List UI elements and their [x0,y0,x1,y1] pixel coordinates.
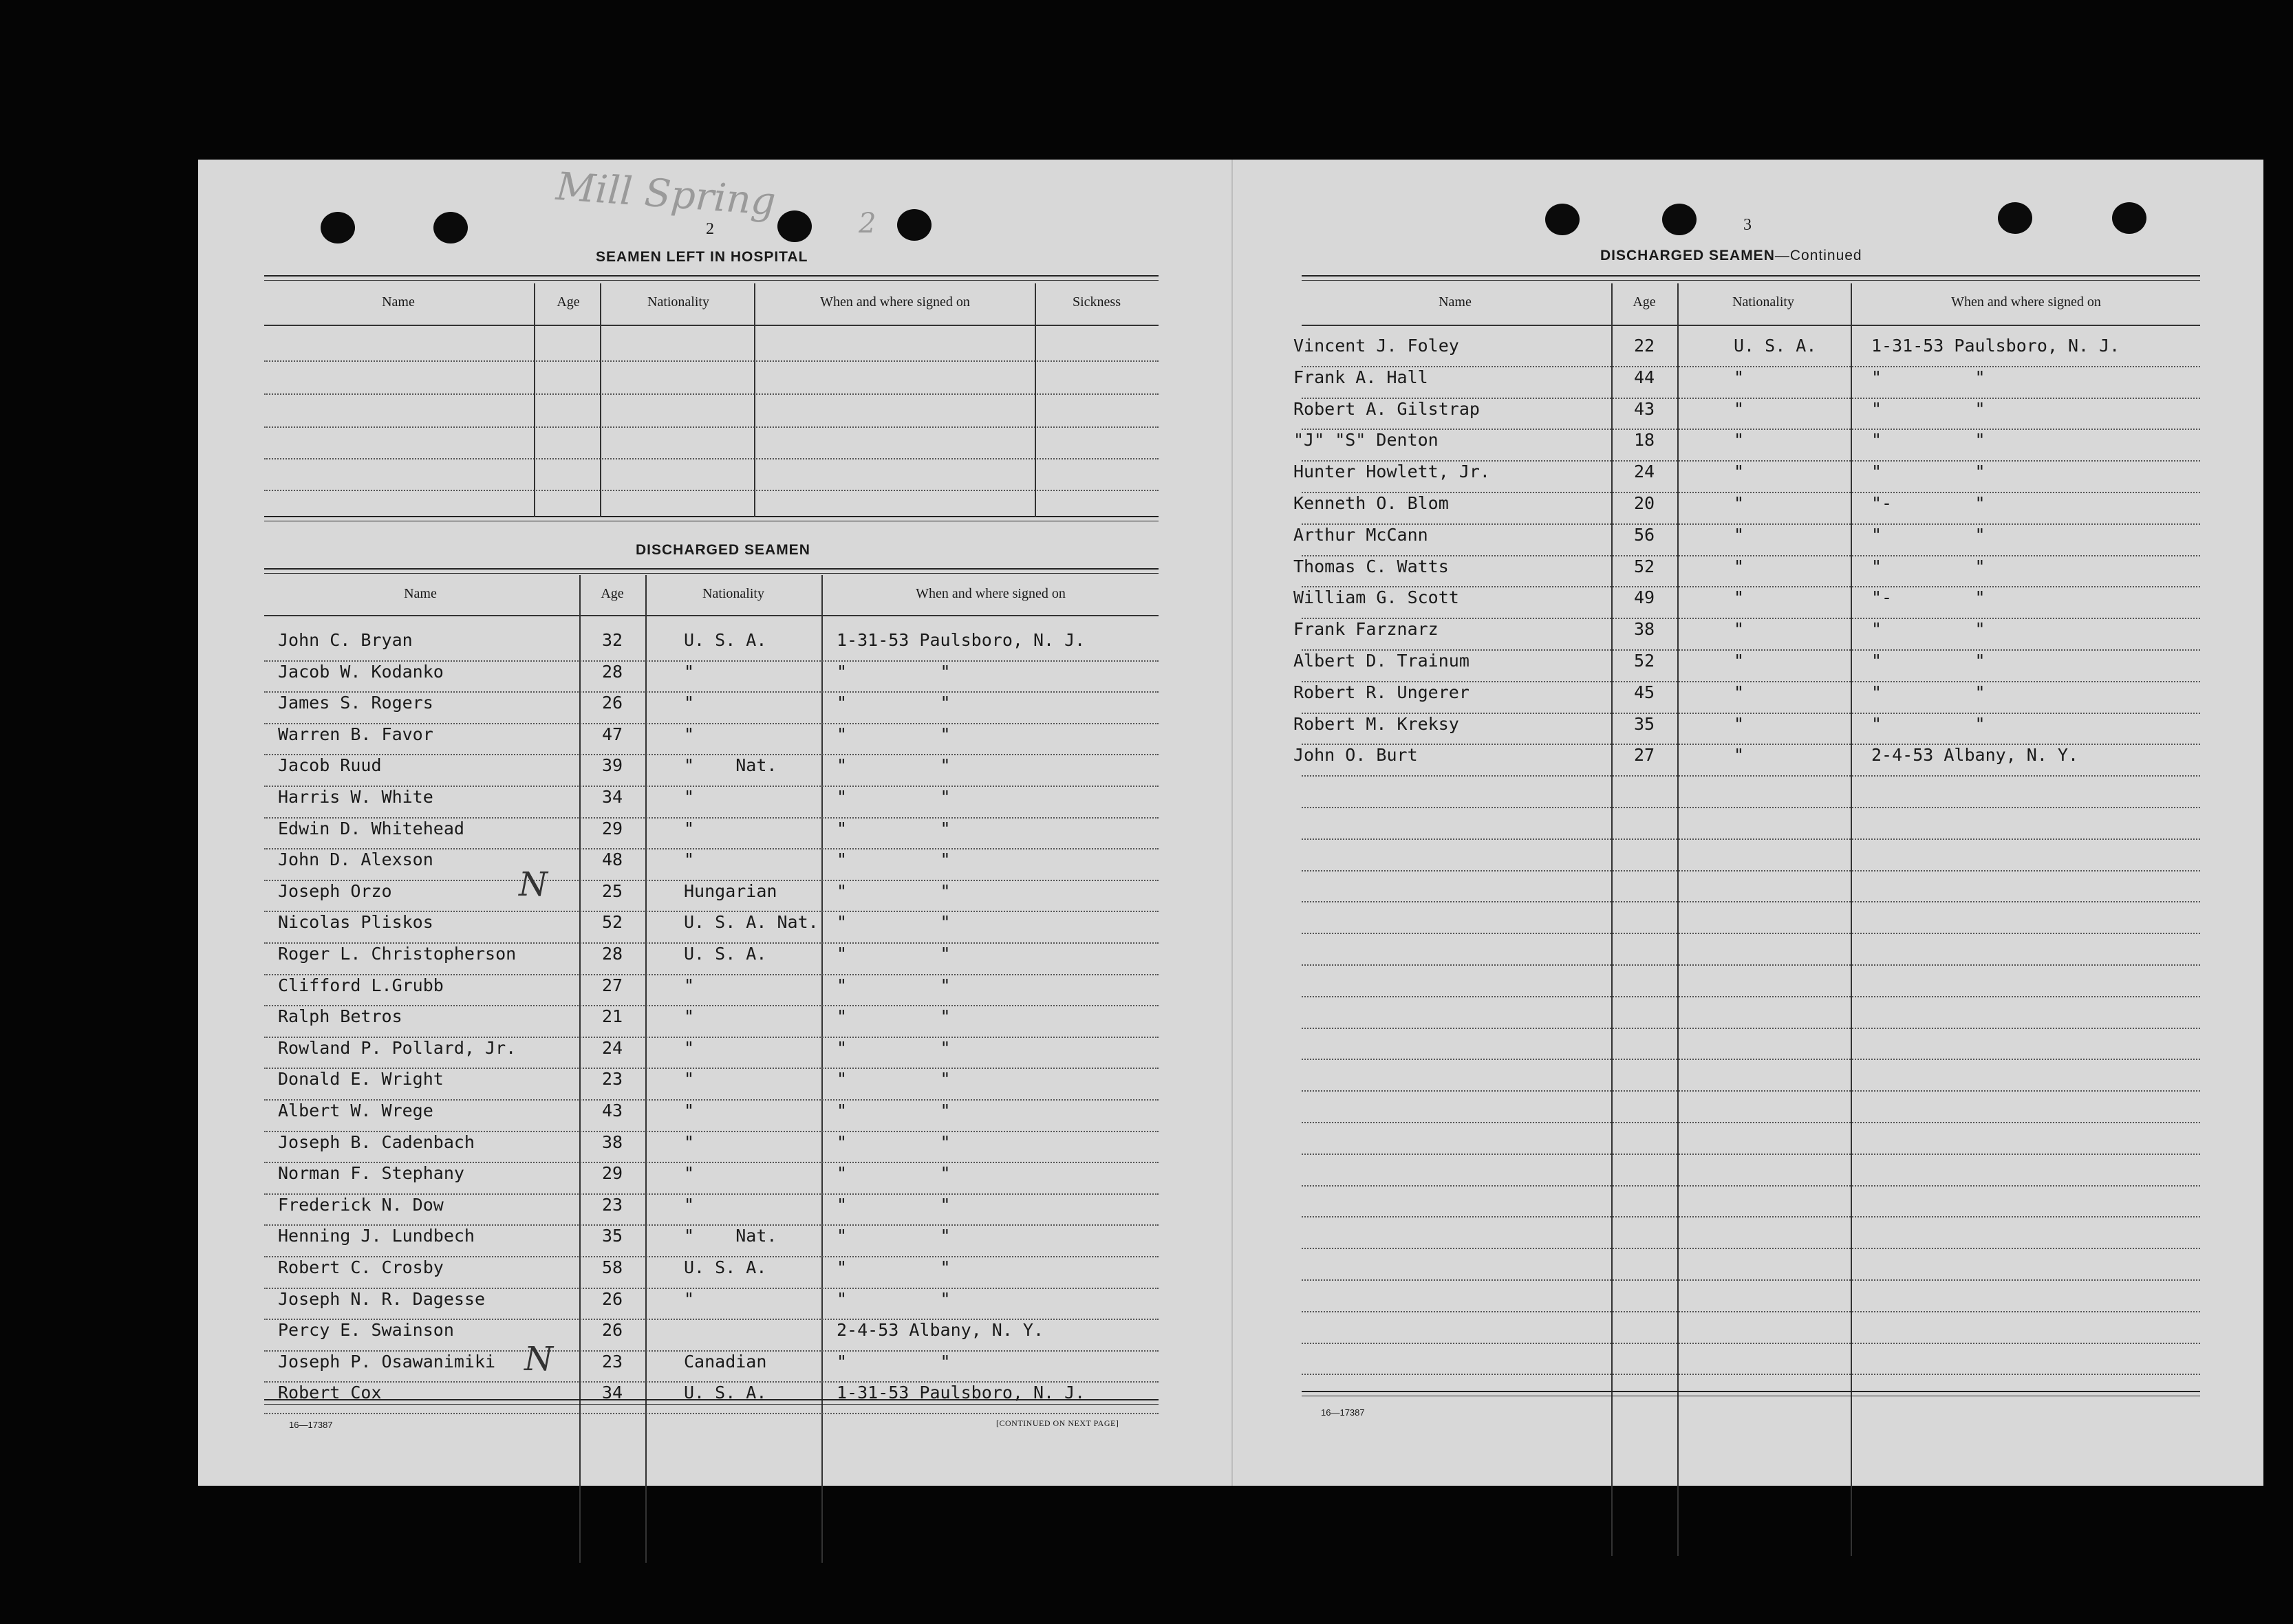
seaman-nationality: " [684,661,695,682]
hospital-row-line [264,458,1159,459]
punch-hole-icon [1545,204,1580,235]
seaman-nationality: " [684,1037,695,1058]
seaman-signed-on: " " [837,818,951,838]
discharged-bottom-rule [264,1399,1159,1405]
seaman-name: Jacob W. Kodanko [278,661,444,682]
seaman-age: 20 [1633,493,1655,513]
seaman-name: Albert D. Trainum [1293,651,1470,671]
seaman-nationality: " [684,1194,695,1215]
seaman-age: 52 [1633,556,1655,576]
seaman-age: 27 [601,975,623,995]
seaman-nationality: " [1734,462,1745,482]
seaman-age: 43 [1633,398,1655,419]
right-top-rule [1302,275,2200,281]
seaman-nationality: " [684,724,695,744]
seaman-age: 27 [1633,745,1655,766]
seaman-signed-on: " " [1871,462,1985,482]
right-col-divider [1677,283,1679,1556]
col-header-name: Name [1439,294,1472,310]
seaman-signed-on: " " [1871,430,1985,451]
col-header-name: Name [404,586,437,601]
seaman-signed-on: " " [1871,682,1985,702]
row-rule [1302,775,2200,777]
seaman-name: Donald E. Wright [278,1069,444,1090]
seaman-name: Frank Farznarz [1293,619,1439,640]
right-bottom-rule [1302,1391,2200,1396]
seaman-signed-on: " " [1871,556,1985,576]
row-rule [1302,870,2200,871]
seaman-name: Nicolas Pliskos [278,912,433,933]
seaman-signed-on: " " [837,787,951,807]
seaman-age: 47 [601,724,623,744]
col-header-when-where: When and where signed on [820,294,970,310]
seaman-signed-on: 2-4-53 Albany, N. Y. [1871,745,2079,766]
hospital-bottom-rule [264,516,1159,521]
seaman-name: Thomas C. Watts [1293,556,1449,576]
right-col-divider [1851,283,1852,1556]
row-rule [1302,996,2200,997]
col-header-age: Age [1633,294,1656,310]
handwritten-number: 2 [859,208,876,239]
seaman-nationality: " [1734,619,1745,640]
seaman-age: 38 [601,1132,623,1152]
col-header-name: Name [382,294,415,310]
seaman-signed-on: " " [837,975,951,995]
row-rule [1302,1216,2200,1217]
seaman-age: 38 [1633,619,1655,640]
seaman-name: "J" "S" Denton [1293,430,1439,451]
seaman-age: 23 [601,1194,623,1215]
hospital-col-divider [1035,283,1036,517]
seaman-name: Norman F. Stephany [278,1163,464,1184]
seaman-signed-on: " " [1871,713,1985,734]
seaman-name: John C. Bryan [278,630,413,650]
seaman-signed-on: " " [1871,619,1985,640]
seaman-name: Harris W. White [278,787,433,807]
seaman-name: Henning J. Lundbech [278,1226,475,1246]
seaman-name: Percy E. Swainson [278,1320,454,1341]
seaman-name: Warren B. Favor [278,724,433,744]
row-rule [1302,1122,2200,1123]
hospital-row-line [264,490,1159,491]
discharged-header-rule [264,615,1159,616]
form-number-left: 16—17387 [289,1420,333,1430]
seaman-name: Robert M. Kreksy [1293,713,1459,734]
row-rule [1302,933,2200,934]
seaman-name: Joseph N. R. Dagesse [278,1288,486,1309]
seaman-signed-on: " " [837,1351,951,1372]
seaman-name: Robert R. Ungerer [1293,682,1470,702]
seaman-name: Joseph Orzo [278,880,392,901]
discharged-continued-heading [1600,248,1862,264]
seaman-name: Robert Cox [278,1383,382,1403]
seaman-signed-on: " " [837,1288,951,1309]
seaman-name: Roger L. Christopherson [278,944,517,964]
seaman-nationality: " [1734,651,1745,671]
col-header-age: Age [601,586,624,601]
seaman-nationality: " [684,693,695,713]
handwritten-mark: N [519,865,548,904]
right-header-rule [1302,325,2200,326]
seaman-age: 52 [601,912,623,933]
seaman-name: Frank A. Hall [1293,367,1428,387]
hospital-row-line [264,360,1159,362]
seaman-signed-on: " " [837,1132,951,1152]
seaman-signed-on: " " [837,1194,951,1215]
seaman-name: Rowland P. Pollard, Jr. [278,1037,517,1058]
seaman-age: 25 [601,880,623,901]
seaman-age: 28 [601,661,623,682]
page-number-left: 2 [706,220,714,238]
col-header-nationality: Nationality [647,294,709,310]
seaman-signed-on: " " [837,693,951,713]
seaman-age: 39 [601,755,623,776]
seaman-nationality: " [684,1132,695,1152]
seaman-name: James S. Rogers [278,693,433,713]
row-rule [1302,1185,2200,1187]
seaman-age: 56 [1633,524,1655,545]
seaman-age: 35 [1633,713,1655,734]
seaman-signed-on: " " [837,1069,951,1090]
hospital-col-divider [600,283,601,517]
seaman-nationality: " [1734,556,1745,576]
seaman-signed-on: 2-4-53 Albany, N. Y. [837,1320,1044,1341]
seaman-nationality: U. S. A. [684,1257,767,1277]
seaman-name: Hunter Howlett, Jr. [1293,462,1490,482]
seaman-signed-on: " " [837,849,951,870]
seaman-nationality: " [684,1288,695,1309]
row-rule [1302,1248,2200,1249]
seaman-age: 45 [1633,682,1655,702]
seaman-nationality: " Nat. [684,755,777,776]
seaman-nationality: " [684,1101,695,1120]
seaman-signed-on: " " [837,1101,951,1120]
row-rule [1302,1279,2200,1281]
seaman-name: Vincent J. Foley [1293,336,1459,356]
row-rule [1302,807,2200,808]
seaman-age: 58 [601,1257,623,1277]
seaman-signed-on: "- " [1871,587,1985,608]
seaman-age: 18 [1633,430,1655,451]
col-header-when-where: When and where signed on [1951,294,2101,310]
seaman-age: 23 [601,1069,623,1090]
seaman-age: 22 [1633,336,1655,356]
seaman-name: Robert A. Gilstrap [1293,398,1480,419]
seaman-nationality: " [1734,745,1745,766]
seaman-signed-on: " " [837,755,951,776]
seaman-signed-on: " " [837,724,951,744]
row-rule [1302,838,2200,840]
seaman-age: 34 [601,1383,623,1403]
seaman-age: 26 [601,1288,623,1309]
seaman-signed-on: 1-31-53 Paulsboro, N. J. [1871,336,2120,356]
seaman-nationality: " [684,787,695,807]
seaman-nationality: " [1734,713,1745,734]
hospital-top-rule [264,275,1159,281]
seaman-signed-on: " " [837,1226,951,1246]
seaman-name: Jacob Ruud [278,755,382,776]
seaman-age: 34 [601,787,623,807]
seaman-name: Kenneth O. Blom [1293,493,1449,513]
seaman-signed-on: " " [837,944,951,964]
seaman-age: 43 [601,1101,623,1120]
seaman-age: 48 [601,849,623,870]
heading-continued: —Continued [1774,248,1862,263]
seaman-signed-on: " " [837,1037,951,1058]
col-header-age: Age [557,294,580,310]
punch-hole-icon [321,212,355,243]
seaman-nationality: Canadian [684,1351,767,1372]
seaman-age: 29 [601,1163,623,1184]
seaman-age: 52 [1633,651,1655,671]
seaman-signed-on: " " [1871,367,1985,387]
seaman-signed-on: " " [1871,524,1985,545]
seaman-name: William G. Scott [1293,587,1459,608]
seaman-name: Clifford L.Grubb [278,975,444,995]
hospital-header-rule [264,325,1159,326]
row-rule [1302,1059,2200,1060]
seaman-age: 49 [1633,587,1655,608]
row-rule [1302,901,2200,902]
seaman-nationality: U. S. A. [684,630,767,650]
seaman-nationality: " [684,849,695,870]
row-rule [1302,523,2200,525]
seaman-nationality: U. S. A. Nat. [684,912,819,933]
punch-hole-icon [1662,204,1697,235]
seaman-signed-on: " " [837,1163,951,1184]
heading-main: DISCHARGED SEAMEN [1600,248,1775,263]
seaman-name: Joseph P. Osawanimiki [278,1351,496,1372]
row-rule [1302,1028,2200,1029]
seaman-nationality: U. S. A. [1734,336,1817,356]
seaman-signed-on: " " [837,1006,951,1027]
seaman-nationality: " [1734,682,1745,702]
row-rule [1302,1343,2200,1344]
seaman-signed-on: "- " [1871,493,1985,513]
seaman-signed-on: 1-31-53 Paulsboro, N. J. [837,630,1086,650]
seaman-age: 26 [601,1320,623,1341]
seaman-nationality: Hungarian [684,880,777,901]
punch-hole-icon [777,210,812,242]
seaman-signed-on: " " [1871,398,1985,419]
seaman-signed-on: " " [837,912,951,933]
seaman-age: 24 [1633,462,1655,482]
handwritten-mark: N [524,1340,553,1378]
crew-list-document [198,160,2263,1486]
seaman-age: 29 [601,818,623,838]
seaman-age: 32 [601,630,623,650]
seaman-name: Edwin D. Whitehead [278,818,464,838]
seaman-name: Joseph B. Cadenbach [278,1132,475,1152]
seaman-nationality: " [1734,430,1745,451]
seaman-nationality: " [684,975,695,995]
punch-hole-icon [1998,202,2032,234]
col-header-when-where: When and where signed on [916,586,1066,601]
seaman-name: Albert W. Wrege [278,1101,433,1120]
seaman-age: 28 [601,944,623,964]
seaman-nationality: " Nat. [684,1226,777,1246]
seaman-name: Frederick N. Dow [278,1194,444,1215]
row-rule [264,1413,1159,1414]
seaman-name: Robert C. Crosby [278,1257,444,1277]
seaman-age: 24 [601,1037,623,1058]
seaman-nationality: " [1734,367,1745,387]
hospital-row-line [264,393,1159,395]
seaman-name: Ralph Betros [278,1006,402,1027]
punch-hole-icon [2112,202,2146,234]
hospital-heading: SEAMEN LEFT IN HOSPITAL [596,249,808,265]
seaman-age: 26 [601,693,623,713]
hospital-col-divider [754,283,755,517]
seaman-nationality: " [684,818,695,838]
seaman-age: 35 [601,1226,623,1246]
seaman-nationality: " [1734,524,1745,545]
punch-hole-icon [897,209,932,241]
form-number-right: 16—17387 [1321,1407,1365,1418]
col-header-nationality: Nationality [1732,294,1794,310]
row-rule [1302,366,2200,367]
seaman-nationality: " [684,1069,695,1090]
punch-hole-icon [433,212,468,243]
handwritten-ship-name: Mill Spring [555,164,777,225]
seaman-signed-on: " " [837,1257,951,1277]
seaman-age: 21 [601,1006,623,1027]
seaman-nationality: " [684,1006,695,1027]
hospital-row-line [264,426,1159,428]
seaman-name: John O. Burt [1293,745,1418,766]
seaman-name: Arthur McCann [1293,524,1428,545]
hospital-col-divider [534,283,535,517]
seaman-nationality: U. S. A. [684,1383,767,1403]
row-rule [1302,1374,2200,1375]
seaman-name: John D. Alexson [278,849,433,870]
row-rule [1302,1090,2200,1092]
seaman-age: 23 [601,1351,623,1372]
discharged-heading: DISCHARGED SEAMEN [636,542,810,558]
row-rule [1302,1311,2200,1312]
continued-next-page: [CONTINUED ON NEXT PAGE] [996,1418,1119,1428]
seaman-age: 44 [1633,367,1655,387]
page-number-right: 3 [1743,216,1752,234]
row-rule [1302,1154,2200,1155]
seaman-nationality: " [1734,493,1745,513]
col-header-sickness: Sickness [1073,294,1121,310]
seaman-nationality: " [684,1163,695,1184]
seaman-nationality: " [1734,587,1745,608]
seaman-signed-on: " " [837,880,951,901]
seaman-signed-on: 1-31-53 Paulsboro, N. J. [837,1383,1086,1403]
seaman-nationality: " [1734,398,1745,419]
seaman-signed-on: " " [1871,651,1985,671]
page-fold [1231,160,1233,1486]
row-rule [1302,964,2200,966]
discharged-top-rule [264,568,1159,574]
seaman-nationality: U. S. A. [684,944,767,964]
seaman-signed-on: " " [837,661,951,682]
col-header-nationality: Nationality [702,586,764,601]
